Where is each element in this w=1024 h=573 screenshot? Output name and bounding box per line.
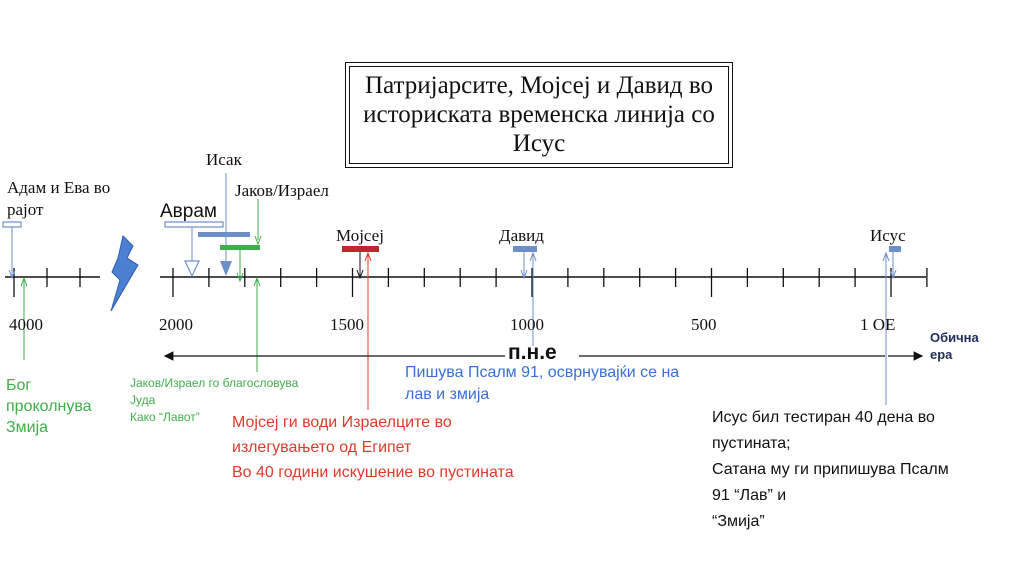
note-bog-line: Бог xyxy=(6,377,32,394)
tick-label-1000: 1000 xyxy=(510,315,544,334)
note-isus-line: пустината; xyxy=(712,435,791,452)
note-isus-line: Сатана му ги припишува Псалм xyxy=(712,461,949,478)
note-isus xyxy=(712,405,949,535)
note-mojsej xyxy=(232,410,514,485)
note-bog-line: проколнува xyxy=(6,398,92,415)
mojsej-bar xyxy=(342,246,379,252)
bce-label: п.н.е xyxy=(508,341,557,364)
tick-label-500: 500 xyxy=(691,315,717,334)
note-bog-line: Змија xyxy=(6,419,49,436)
axis-ticks xyxy=(173,268,927,297)
note-psalm xyxy=(405,362,679,406)
note-jakov-line: Јаков/Израел го благословува xyxy=(130,376,299,390)
avram-arrowhead xyxy=(185,261,199,276)
isus-bar xyxy=(889,246,901,252)
note-psalm-line: Пишува Псалм 91, осврнувајќи се на xyxy=(405,364,680,381)
event-label-david: Давид xyxy=(499,226,544,245)
isak-bar xyxy=(198,232,250,237)
event-label-isak: Исак xyxy=(206,150,242,169)
event-label-avram: Аврам xyxy=(160,201,217,222)
tick-label-1500: 1500 xyxy=(330,315,364,334)
adam-eva-marker xyxy=(3,222,21,227)
event-label-jakov: Јаков/Израел xyxy=(235,181,329,200)
note-isus-line: 91 “Лав” и xyxy=(712,487,787,504)
note-jakov-line: Јуда xyxy=(130,393,156,407)
note-bog xyxy=(6,375,92,438)
note-isus-line: “Змија” xyxy=(712,513,765,530)
page-title: Патријарсите, Мојсеј и Давид во историската временска линија со Исус xyxy=(363,72,715,157)
tick-label-1-ce: 1 ОЕ xyxy=(860,315,896,334)
note-psalm-line: лав и змија xyxy=(405,386,490,403)
event-label-isus: Исус xyxy=(870,226,906,245)
tick-label-4000: 4000 xyxy=(9,315,43,334)
tick-label-2000: 2000 xyxy=(159,315,193,334)
note-mojsej-line: излегувањето од Египет xyxy=(232,439,412,456)
ce-label: Обична ера xyxy=(930,330,979,362)
note-mojsej-line: Во 40 години искушение во пустината xyxy=(232,464,514,481)
title-box xyxy=(345,62,733,168)
note-isus-line: Исус бил тестиран 40 дена во xyxy=(712,409,935,426)
lightning-bolt-icon xyxy=(111,236,138,311)
event-label-adam-eva: Адам и Ева во рајот xyxy=(7,178,111,219)
event-label-mojsej: Мојсеј xyxy=(336,226,384,245)
isak-arrowhead xyxy=(220,261,232,276)
david-bar xyxy=(513,246,537,252)
jakov-bar xyxy=(220,245,260,250)
note-jakov-line: Како “Лавот” xyxy=(130,410,200,424)
note-mojsej-line: Мојсеј ги води Израелците во xyxy=(232,414,452,431)
